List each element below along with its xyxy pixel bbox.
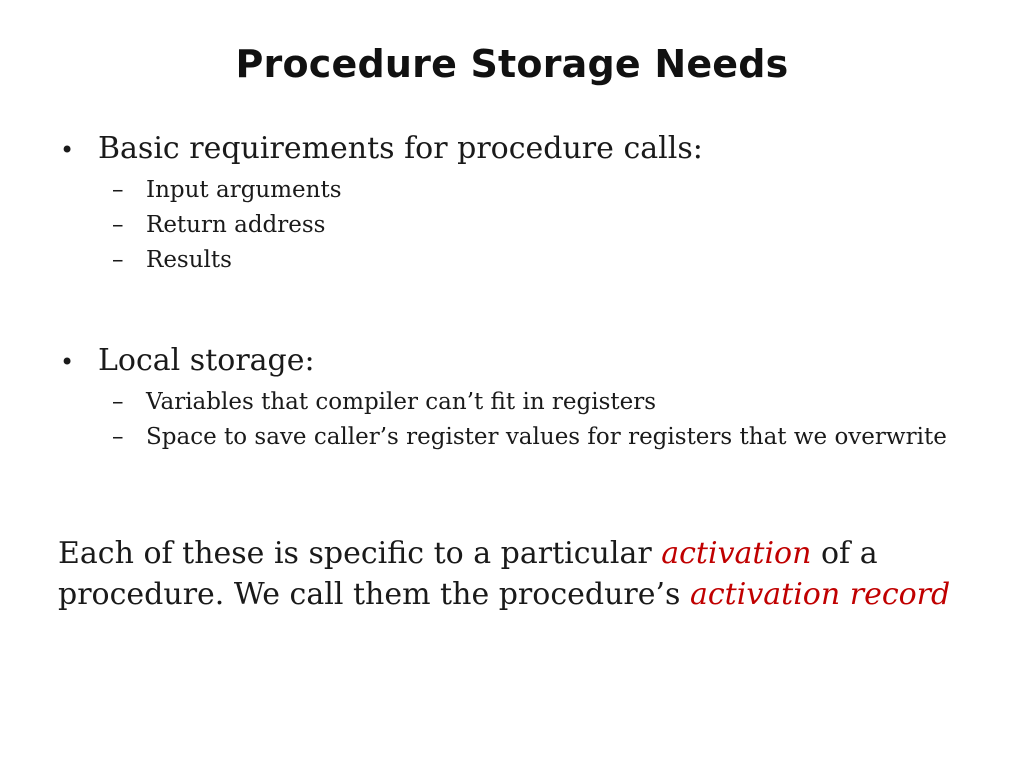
sub-list	[60, 173, 960, 278]
bullet-marker: •	[60, 136, 75, 164]
sub-item-text: Return address	[146, 212, 326, 238]
sub-marker: –	[112, 212, 124, 238]
summary-paragraph	[58, 533, 968, 615]
bullet-text: Local storage:	[98, 343, 315, 378]
sub-marker: –	[112, 247, 124, 273]
sub-marker: –	[112, 424, 124, 450]
sub-marker: –	[112, 389, 124, 415]
summary-text-part2: of a procedure. We call them the procedure’s	[58, 536, 878, 612]
sub-list	[60, 385, 960, 455]
sub-item	[112, 385, 960, 420]
slide-title: Procedure Storage Needs	[235, 42, 789, 86]
bullet-section-local-storage	[60, 342, 960, 455]
sub-item-text: Space to save caller’s register values for registers that we overwrite	[146, 424, 947, 450]
bullet-section-basic-requirements	[60, 130, 960, 278]
bullet-marker: •	[60, 348, 75, 376]
bullet-item	[60, 342, 960, 381]
sub-item	[112, 173, 960, 208]
summary-text-part1: Each of these is specific to a particular	[58, 536, 662, 571]
bullet-item	[60, 130, 960, 169]
emphasis-activation: activation	[661, 536, 812, 571]
sub-marker: –	[112, 177, 124, 203]
sub-item-text: Results	[146, 247, 232, 273]
emphasis-activation-record: activation record	[689, 577, 951, 612]
sub-item	[112, 420, 960, 455]
bullet-text: Basic requirements for procedure calls:	[98, 131, 703, 166]
sub-item-text: Variables that compiler can’t fit in registers	[146, 389, 657, 415]
sub-item-text: Input arguments	[146, 177, 342, 203]
sub-item	[112, 208, 960, 243]
sub-item	[112, 243, 960, 278]
